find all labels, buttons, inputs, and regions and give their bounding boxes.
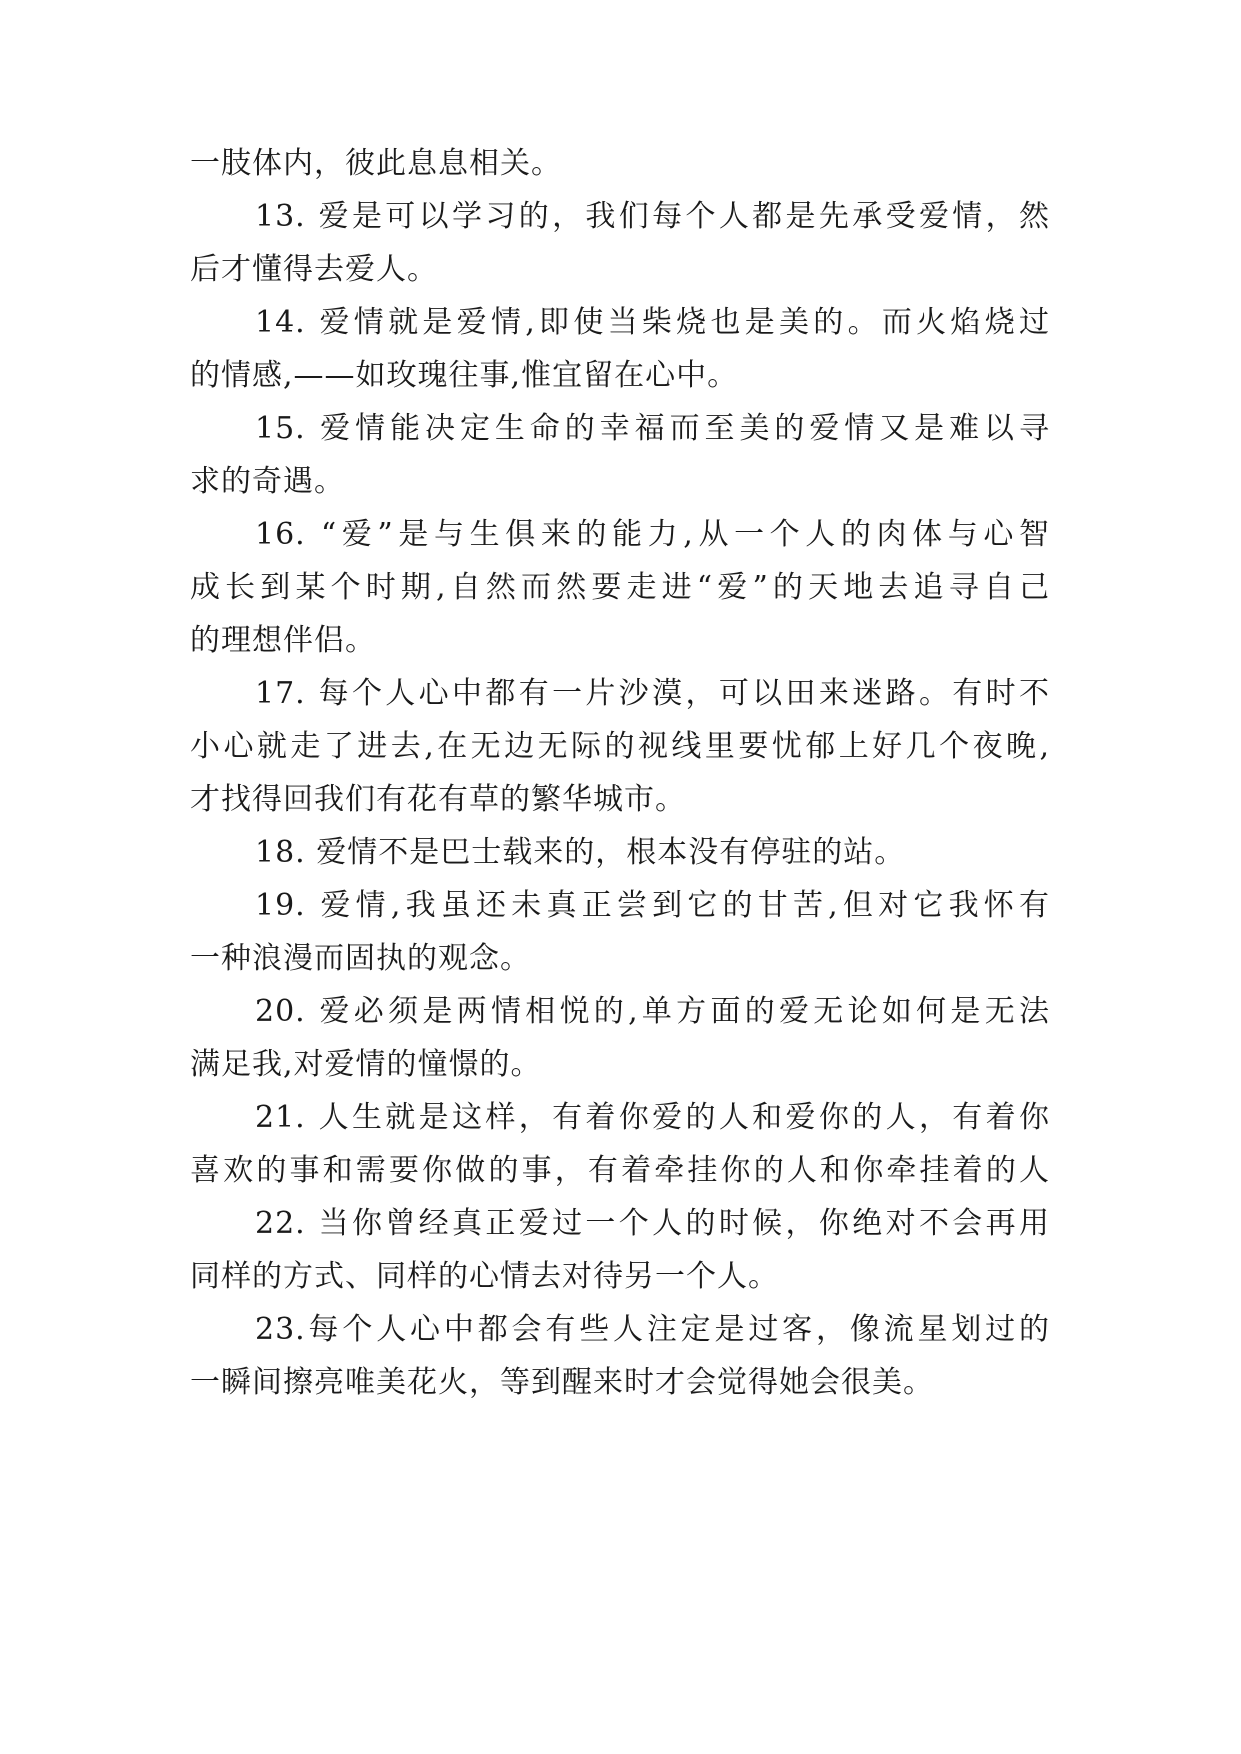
- text-line: 一种浪漫而固执的观念。: [190, 941, 531, 976]
- text-line: 才找得回我们有花有草的繁华城市。: [190, 782, 686, 817]
- text-line: 14. 爱情就是爱情,即使当柴烧也是美的。而火焰烧过: [255, 305, 1050, 340]
- text-line: 21. 人生就是这样，有着你爱的人和爱你的人，有着你: [255, 1100, 1050, 1135]
- text-line: 成长到某个时期,自然而然要走进“爱”的天地去追寻自己: [190, 570, 1050, 605]
- text-line: 的情感,——如玫瑰往事,惟宜留在心中。: [190, 358, 739, 393]
- text-line: 15. 爱情能决定生命的幸福而至美的爱情又是难以寻: [255, 411, 1050, 446]
- text-line: 喜欢的事和需要你做的事，有着牵挂你的人和你牵挂着的人: [190, 1153, 1050, 1188]
- text-line: 16. “爱”是与生俱来的能力,从一个人的肉体与心智: [255, 517, 1050, 552]
- text-line: 的理想伴侣。: [190, 623, 376, 658]
- text-line: 小心就走了进去,在无边无际的视线里要忧郁上好几个夜晚,: [190, 729, 1050, 764]
- text-line: 18. 爱情不是巴士载来的，根本没有停驻的站。: [255, 835, 906, 870]
- text-line: 后才懂得去爱人。: [190, 252, 438, 287]
- text-line: 13. 爱是可以学习的，我们每个人都是先承受爱情，然: [255, 199, 1050, 234]
- text-line: 一瞬间擦亮唯美花火，等到醒来时才会觉得她会很美。: [190, 1365, 934, 1400]
- text-line: 19. 爱情,我虽还未真正尝到它的甘苦,但对它我怀有: [255, 888, 1050, 923]
- text-line: 满足我,对爱情的憧憬的。: [190, 1047, 542, 1082]
- text-line: 一肢体内，彼此息息相关。: [190, 146, 562, 181]
- text-line: 23.每个人心中都会有些人注定是过客，像流星划过的: [255, 1312, 1050, 1347]
- text-line: 17. 每个人心中都有一片沙漠，可以田来迷路。有时不: [255, 676, 1050, 711]
- text-line: 求的奇遇。: [190, 464, 345, 499]
- text-line: 同样的方式、同样的心情去对待另一个人。: [190, 1259, 779, 1294]
- text-line: 22. 当你曾经真正爱过一个人的时候，你绝对不会再用: [255, 1206, 1050, 1241]
- text-line: 20. 爱必须是两情相悦的,单方面的爱无论如何是无法: [255, 994, 1050, 1029]
